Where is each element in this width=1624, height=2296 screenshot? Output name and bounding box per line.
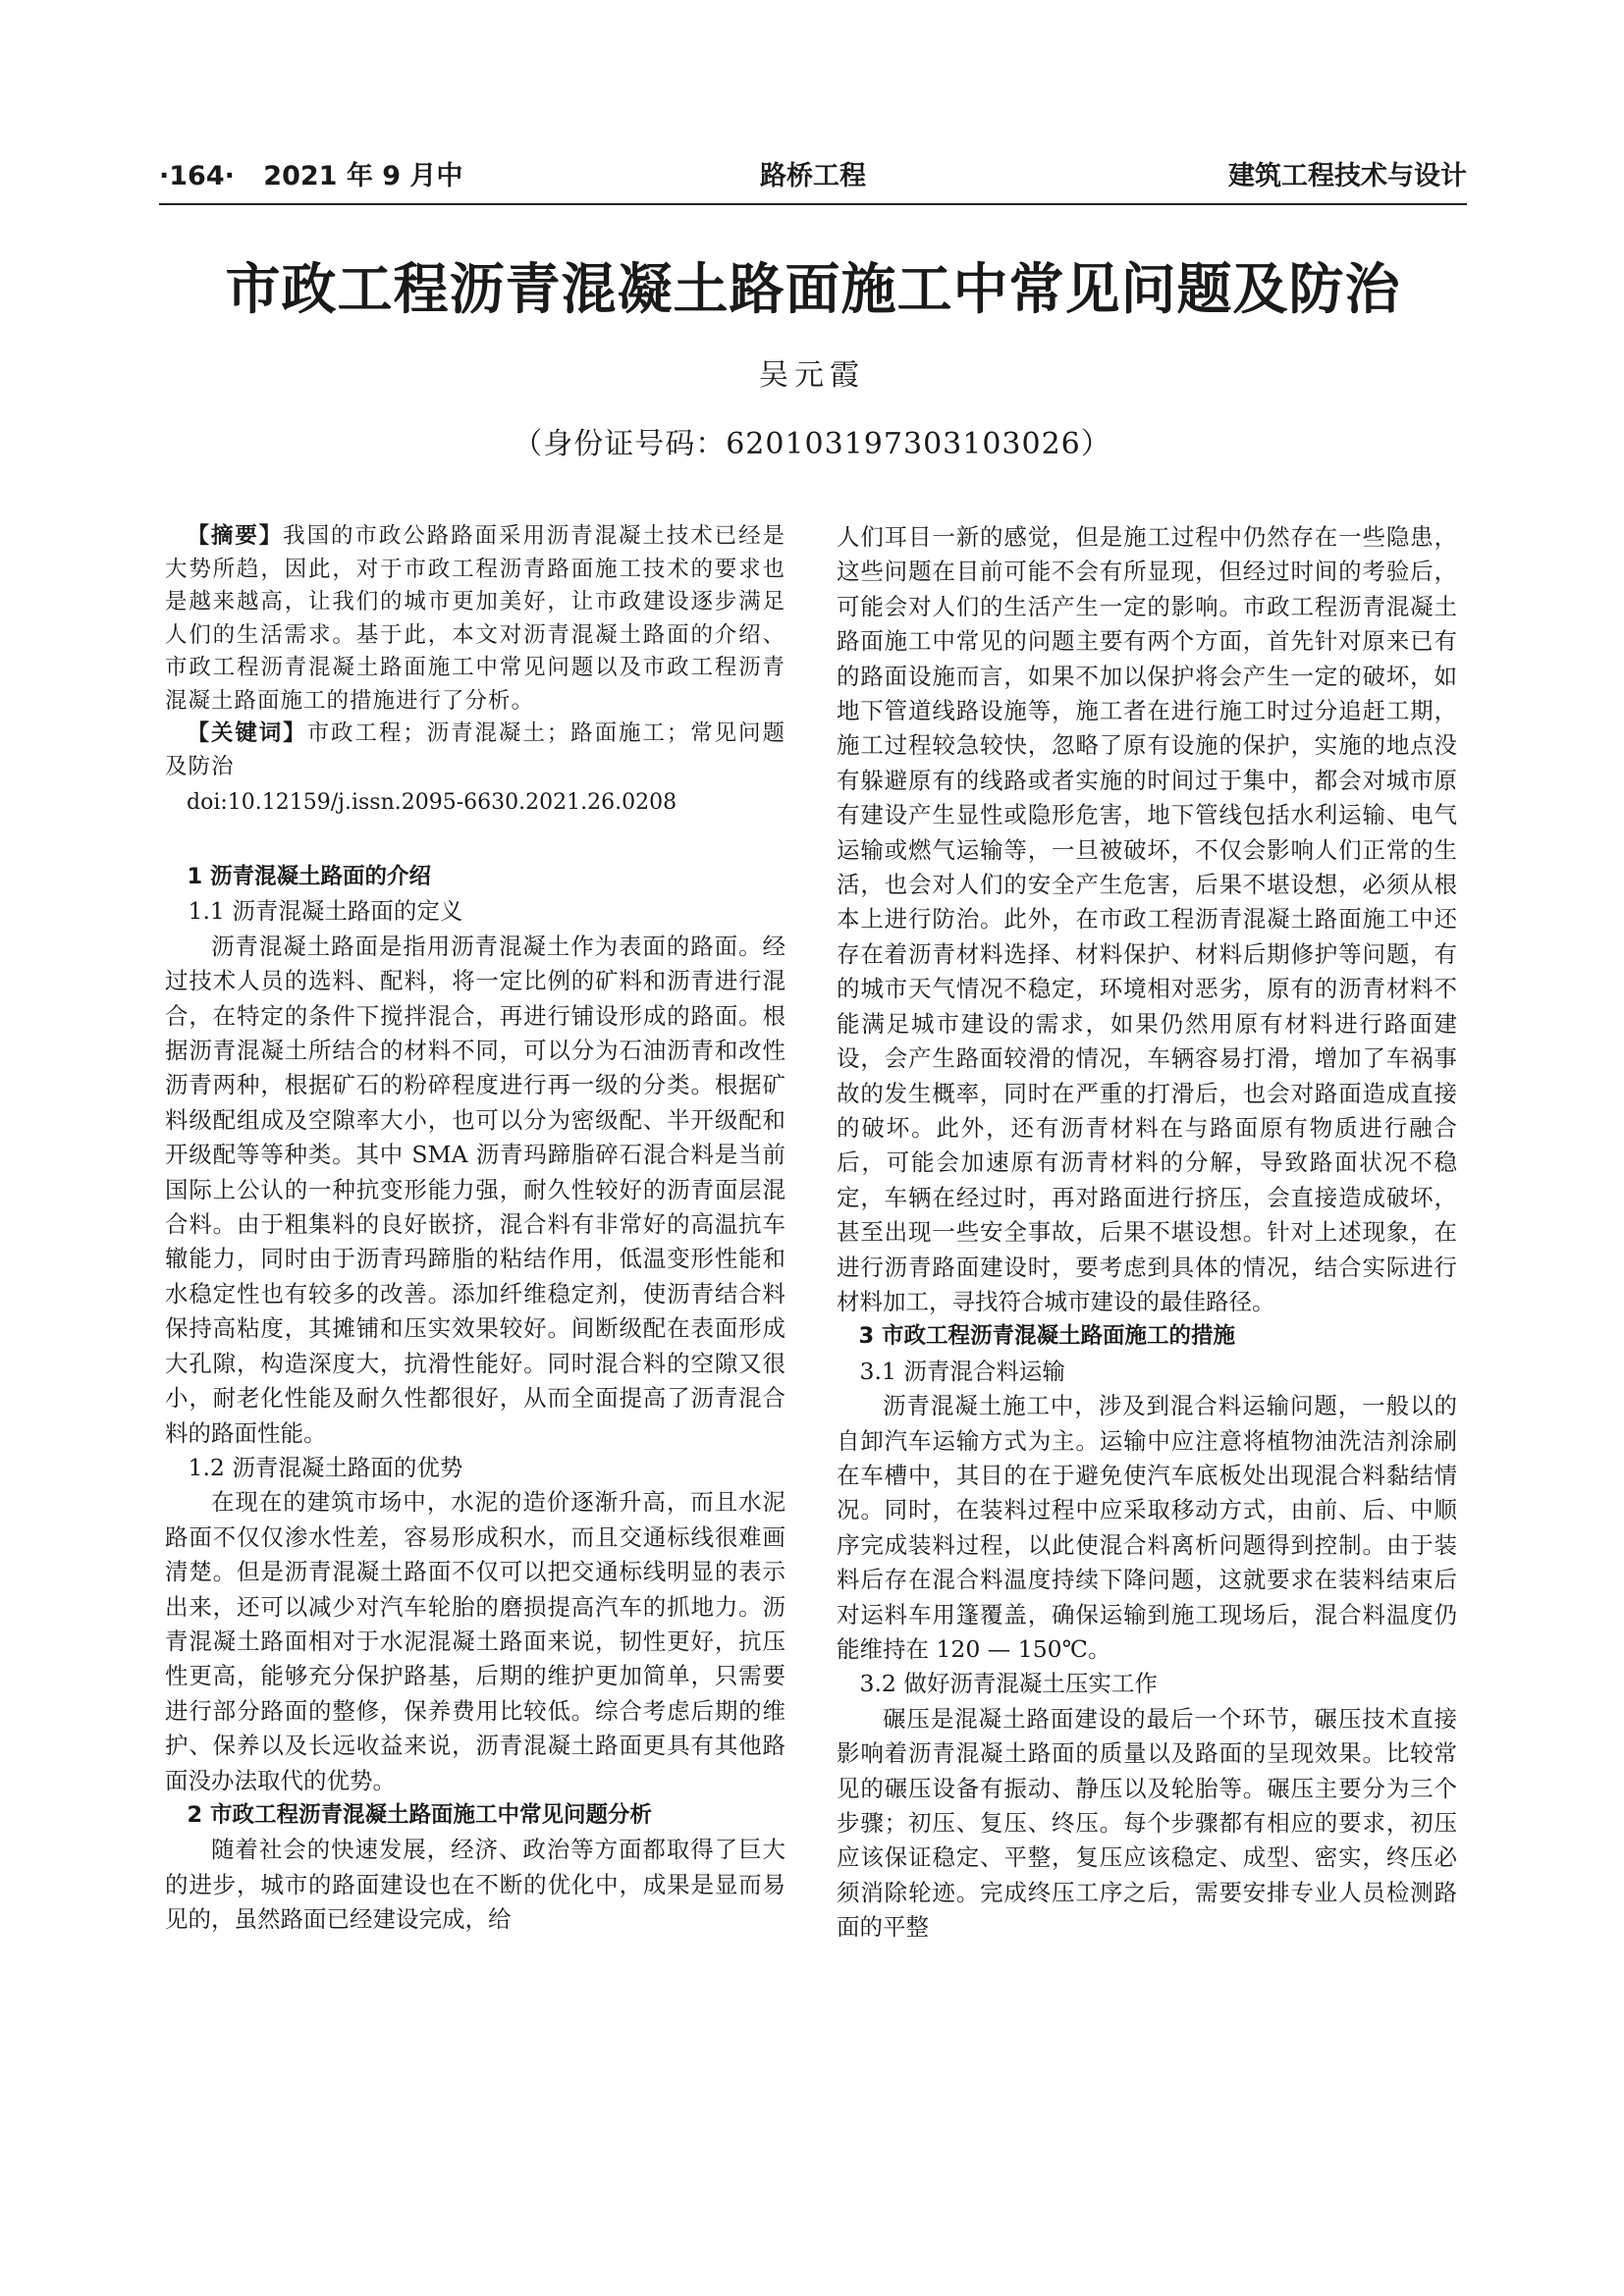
- subsection-heading-1-1: 1.1 沥青混凝土路面的定义: [188, 897, 463, 926]
- subsection-heading-1-2: 1.2 沥青混凝土路面的优势: [188, 1453, 463, 1481]
- section-name: 路桥工程: [760, 161, 866, 191]
- paragraph-2-start: 随着社会的快速发展，经济、政治等方面都取得了巨大的进步，城市的路面建设也在不断的优化中，成果是显而易见的，虽然路面已经建设完成，给: [165, 1836, 785, 1934]
- article-title: 市政工程沥青混凝土路面施工中常见问题及防治: [225, 257, 1401, 322]
- paragraph-2-continued: 人们耳目一新的感觉，但是施工过程中仍然存在一些隐患，这些问题在目前可能不会有所显现，但经过时间的考验后，可能会对人们的生活产生一定的影响。市政工程沥青混凝土路面施工中常见的问题主要有两个方面，首先针对原来已有的路面设施而言，如果不加以保护将会产生一定的破坏，如地下管道线路设施等，施工者在进行施工时过分追赶工期，施工过程较急较快，忽略了原有设施的保护，实施的地点没有躲避原有的线路或者实施的时间过于集中，都会对城市原有建设产生显性或隐形危害，地下管线包括水利运输、电气运输或燃气运输等，一旦被破坏，不仅会影响人们正常的生活，也会对人们的安全产生危害，后果不堪设想，必须从根本上进行防治。此外，在市政工程沥青混凝土路面施工中还存在着沥青材料选择、材料保护、材料后期修护等问题，有的城市天气情况不稳定，环境相对恶劣，原有的沥青材料不能满足城市建设的需求，如果仍然用原有材料进行路面建设，会产生路面较滑的情况，车辆容易打滑，增加了车祸事故的发生概率，同时在严重的打滑后，也会对路面造成直接的破坏。此外，还有沥青材料在与路面原有物质进行融合后，可能会加速原有沥青材料的分解，导致路面状况不稳定，车辆在经过时，再对路面进行挤压，会直接造成破坏，甚至出现一些安全事故，后果不堪设想。针对上述现象，在进行沥青路面建设时，要考虑到具体的情况，结合实际进行材料加工，寻找符合城市建设的最佳路径。: [837, 523, 1457, 1315]
- subsection-heading-3-2: 3.2 做好沥青混凝土压实工作: [859, 1670, 1158, 1698]
- keywords-label: 【关键词】: [187, 721, 307, 746]
- header-rule: [159, 203, 1467, 205]
- keywords: [165, 718, 785, 783]
- journal-name: 建筑工程技术与设计: [1228, 161, 1467, 191]
- paragraph-3-1: 沥青混凝土施工中，涉及到混合料运输问题，一般以的自卸汽车运输方式为主。运输中应注意将植物油洗洁剂涂刷在车槽中，其目的在于避免使汽车底板处出现混合料黏结情况。同时，在装料过程中应采取移动方式，由前、后、中顺序完成装料过程，以此使混合料离析问题得到控制。由于装料后存在混合料温度持续下降问题，这就要求在装料结束后对运料车用篷覆盖，确保运输到施工现场后，混合料温度仍能维持在 120 — 150℃。: [837, 1392, 1457, 1663]
- issue-date: 2021 年 9 月中: [263, 161, 463, 191]
- section-heading-2: 2 市政工程沥青混凝土路面施工中常见问题分析: [187, 1801, 652, 1828]
- author-name: 吴元霞: [759, 358, 865, 393]
- section-heading-1: 1 沥青混凝土路面的介绍: [187, 864, 431, 889]
- abstract: [165, 520, 785, 718]
- subsection-heading-3-1: 3.1 沥青混合料运输: [859, 1357, 1065, 1385]
- keywords-text: 市政工程；沥青混凝土；路面施工；常见问题及防治: [165, 721, 785, 779]
- page-number: ·164·: [159, 161, 235, 191]
- section-heading-3: 3 市政工程沥青混凝土路面施工的措施: [858, 1323, 1235, 1350]
- paragraph-1-2: 在现在的建筑市场中，水泥的造价逐渐升高，而且水泥路面不仅仅渗水性差，容易形成积水，而且交通标线很难画清楚。但是沥青混凝土路面不仅可以把交通标线明显的表示出来，还可以减少对汽车轮胎的磨损提高汽车的抓地力。沥青混凝土路面相对于水泥混凝土路面来说，韧性更好，抗压性更高，能够充分保护路基，后期的维护更加简单，只需要进行部分路面的整修，保养费用比较低。综合考虑后期的维护、保养以及长远收益来说，沥青混凝土路面更具有其他路面没办法取代的优势。: [165, 1488, 785, 1794]
- abstract-label: 【摘要】: [187, 523, 284, 549]
- doi: doi:10.12159/j.issn.2095-6630.2021.26.0208: [187, 790, 677, 815]
- paragraph-3-2: 碾压是混凝土路面建设的最后一个环节，碾压技术直接影响着沥青混凝土路面的质量以及路面的呈现效果。比较常见的碾压设备有振动、静压以及轮胎等。碾压主要分为三个步骤；初压、复压、终压。每个步骤都有相应的要求，初压应该保证稳定、平整，复压应该稳定、成型、密实，终压必须消除轮迹。完成终压工序之后，需要安排专业人员检测路面的平整: [837, 1704, 1457, 1942]
- author-id: （身份证号码：620103197303103026）: [513, 427, 1111, 461]
- right-column: [837, 520, 1457, 1946]
- paragraph-1-1: 沥青混凝土路面是指用沥青混凝土作为表面的路面。经过技术人员的选料、配料，将一定比例的矿料和沥青进行混合，在特定的条件下搅拌混合，再进行铺设形成的路面。根据沥青混凝土所结合的材料不同，可以分为石油沥青和改性沥青两种，根据矿石的粉碎程度进行再一级的分类。根据矿料级配组成及空隙率大小，也可以分为密级配、半开级配和开级配等等种类。其中 SMA 沥青玛蹄脂碎石混合料是当前国际上公认的一种抗变形能力强，耐久性较好的沥青面层混合料。由于粗集料的良好嵌挤，混合料有非常好的高温抗车辙能力，同时由于沥青玛蹄脂的粘结作用，低温变形性能和水稳定性也有较多的改善。添加纤维稳定剂，使沥青结合料保持高粘度，其摊铺和压实效果较好。间断级配在表面形成大孔隙，构造深度大，抗滑性能好。同时混合料的空隙又很小，耐老化性能及耐久性都很好，从而全面提高了沥青混合料的路面性能。: [165, 932, 785, 1447]
- running-header: [159, 157, 1467, 196]
- left-column: [165, 520, 785, 1938]
- abstract-text: 我国的市政公路路面采用沥青混凝土技术已经是大势所趋，因此，对于市政工程沥青路面施工技术的要求也是越来越高，让我们的城市更加美好，让市政建设逐步满足人们的生活需求。基于此，本文对沥青混凝土路面的介绍、市政工程沥青混凝土路面施工中常见问题以及市政工程沥青混凝土路面施工的措施进行了分析。: [165, 523, 785, 714]
